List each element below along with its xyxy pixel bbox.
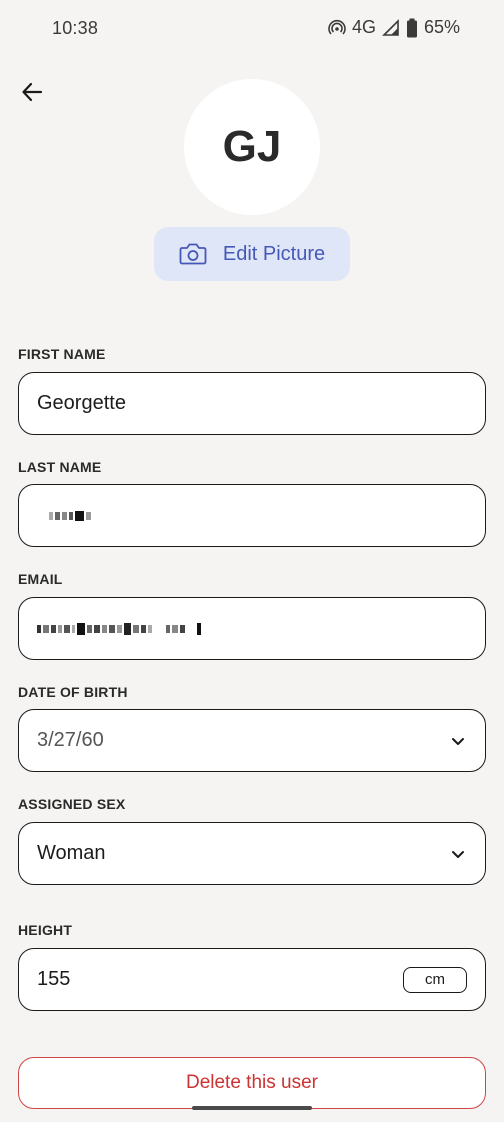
- chevron-down-icon[interactable]: [449, 845, 467, 863]
- date-of-birth-label: DATE OF BIRTH: [18, 684, 128, 700]
- hotspot-icon: [328, 19, 346, 37]
- status-icons: [328, 17, 460, 38]
- camera-icon: [179, 242, 207, 266]
- first-name-value: Georgette: [37, 392, 126, 414]
- date-of-birth-select[interactable]: [18, 709, 486, 772]
- last-name-field[interactable]: [18, 484, 486, 547]
- height-field[interactable]: [18, 948, 486, 1011]
- home-indicator: [192, 1106, 312, 1110]
- assigned-sex-select[interactable]: [18, 822, 486, 885]
- height-unit-toggle[interactable]: cm: [403, 967, 467, 993]
- avatar: GJ: [184, 79, 320, 215]
- last-name-label: LAST NAME: [18, 459, 102, 475]
- first-name-field[interactable]: [18, 372, 486, 435]
- date-of-birth-value: 3/27/60: [37, 729, 104, 751]
- network-type: 4G: [351, 17, 376, 37]
- email-redacted: [37, 622, 201, 636]
- edit-picture-button[interactable]: [154, 227, 350, 281]
- signal-icon: [382, 19, 400, 37]
- battery-icon: [406, 18, 418, 38]
- height-value: 155: [37, 968, 71, 990]
- first-name-label: FIRST NAME: [18, 346, 106, 362]
- last-name-redacted: [49, 509, 91, 523]
- assigned-sex-value: Woman: [37, 842, 106, 864]
- height-label: HEIGHT: [18, 922, 73, 938]
- chevron-down-icon[interactable]: [449, 732, 467, 750]
- arrow-left-icon: [21, 81, 43, 103]
- email-field[interactable]: [18, 597, 486, 660]
- assigned-sex-label: ASSIGNED SEX: [18, 796, 126, 812]
- status-bar: [0, 0, 504, 58]
- delete-user-button[interactable]: Delete this user: [18, 1057, 486, 1109]
- email-label: EMAIL: [18, 571, 63, 587]
- battery-level: 65%: [423, 17, 460, 37]
- status-time: 10:38: [52, 18, 99, 38]
- edit-picture-label: Edit Picture: [222, 242, 326, 265]
- back-button[interactable]: [16, 76, 48, 108]
